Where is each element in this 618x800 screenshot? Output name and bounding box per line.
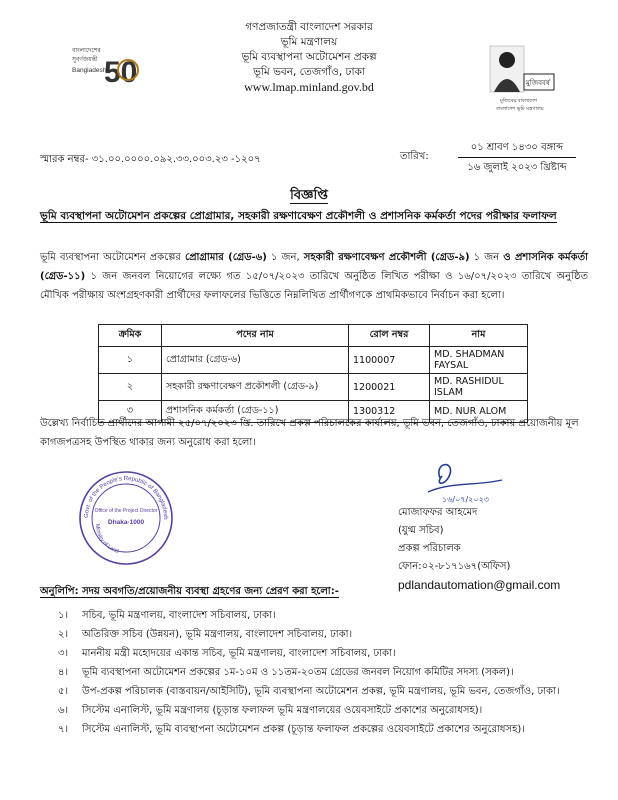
logo-left-mid: সুবর্ণজয়ন্তী (72, 56, 98, 63)
cell-name: MD. SHADMAN FAYSAL (430, 347, 528, 374)
signature (420, 456, 510, 506)
signer-email[interactable]: pdlandautomation@gmail.com (398, 578, 561, 592)
body-text: ১ জন (469, 252, 504, 263)
cell-post: সহকারী রক্ষণাবেক্ষণ প্রকৌশলী (গ্রেড-৯) (162, 374, 349, 401)
cell-serial: ২ (99, 374, 162, 401)
signer-name: মোজাফফর আহমেদ (398, 507, 478, 518)
list-number: ৭। (58, 724, 69, 735)
seal-city-text: Dhaka-1000 (107, 519, 145, 526)
svg-text:Ministry of Land (94, 524, 119, 555)
logo-left-top: বাংলাদেশের (72, 47, 101, 54)
ministry-name: ভূমি মন্ত্রণালয় (280, 36, 338, 48)
govt-name: গণপ্রজাতন্ত্রী বাংলাদেশ সরকার (245, 21, 373, 33)
logo-left-bottom: Bangladesh (72, 67, 107, 74)
logo-number: 50 (104, 56, 138, 89)
cell-roll: 1300312 (349, 401, 430, 423)
signer-block (398, 504, 578, 594)
results-table (98, 324, 528, 423)
signer-designation: (যুগ্ম সচিব) (398, 525, 444, 536)
table-row (99, 374, 528, 401)
body-text: ১ জন জনবল নিয়োগের লক্ষ্যে গত ১৫/০৭/২০২৩ তারিখে অনুষ্ঠিত লিখিত পরীক্ষা ও ১৬/০৭/২০২৩ তারিখে অনুষ্ঠিত মৌখিক পরীক্ষায় অংশগ্রহণকারী প্রার্থীদের ফলাফলের ভিত্তিতে নিম্নলিখিত প্রার্থীগণকে প্রাথমিকভাবে নির্বাচন করা হলো। (40, 271, 588, 301)
mujib-borsho-logo (480, 40, 560, 120)
cell-roll: 1200021 (349, 374, 430, 401)
date-label: তারিখ: (400, 151, 429, 162)
cell-roll: 1100007 (349, 347, 430, 374)
seal-outer-text: Govt. of the People's Republic of Bangladesh (83, 475, 169, 520)
project-name: ভূমি ব্যবস্থাপনা অটোমেশন প্রকল্প (241, 51, 377, 63)
body-text: ভূমি ব্যবস্থাপনা অটোমেশন প্রকল্পের (40, 252, 186, 263)
list-item (40, 626, 600, 643)
cell-serial: ৩ (99, 401, 162, 423)
table-row (99, 347, 528, 374)
signer-role: প্রকল্প পরিচালক (398, 543, 461, 554)
body-text: ১ জন, (266, 252, 304, 263)
col-post: পদের নাম (162, 325, 349, 347)
mujib-sub2: বাংলাদেশ ভূমি মন্ত্রণালয় (496, 106, 544, 112)
date-divider (458, 157, 576, 158)
list-number: ৪। (58, 667, 69, 678)
col-serial: ক্রমিক (99, 325, 162, 347)
list-item (40, 683, 600, 700)
cell-serial: ১ (99, 347, 162, 374)
list-text: ভূমি ব্যবস্থাপনা অটোমেশন প্রকল্পের ১ম-১০ম ও ১১তম-২০তম গ্রেডের জনবল নিয়োগ কমিটির সদস্য (সকল)। (82, 667, 514, 678)
list-number: ৬। (58, 705, 69, 716)
list-item (40, 645, 600, 662)
body-paragraph-2: উল্লেখ্য নির্বাচিত প্রার্থীদের আগামী ২৫/০৭/২০২৩ খ্রি. তারিখে প্রকল্প পরিচালকের কার্যালয়, ভূমি ভবন, তেজগাঁও, ঢাকায় প্রয়োজনীয় মূল কাগজপত্রসহ উপস্থিত থাকার জন্য অনুরোধ করা হলো। (40, 418, 579, 448)
list-item (40, 664, 600, 681)
post-maintenance-engineer: সহকারী রক্ষণাবেক্ষণ প্রকৌশলী (গ্রেড-৯) (303, 252, 470, 263)
post-admin-officer: ও প্রশাসনিক কর্মকর্তা (গ্রেড-১১) (40, 252, 588, 282)
subject-line (40, 208, 585, 224)
list-item (40, 702, 600, 719)
website-link[interactable]: www.lmap.minland.gov.bd (244, 80, 374, 94)
date-bangla: ০১ শ্রাবণ ১৪৩০ বঙ্গাব্দ (470, 142, 564, 153)
list-number: ৫। (58, 686, 69, 697)
mujib-sub1: মুজিবের বাংলাদেশ (500, 98, 537, 104)
copy-list-title (40, 584, 600, 601)
list-number: ১। (58, 610, 69, 621)
address: ভূমি ভবন, তেজগাঁও, ঢাকা (253, 66, 365, 78)
post-programmer: প্রোগ্রামার (গ্রেড-৬) (185, 252, 267, 263)
list-number: ২। (58, 629, 69, 640)
date-english: ১৬ জুলাই ২০২৩ খ্রিষ্টাব্দ (467, 162, 567, 173)
notice-title-text: বিজ্ঞপ্তি (290, 188, 328, 203)
col-name: নাম (430, 325, 528, 347)
list-text: সিস্টেম এনালিস্ট, ভূমি মন্ত্রণালয় (চূড়ান্ত ফলাফল ভূমি মন্ত্রণালয়ের ওয়েবসাইটে প্রকাশের অনুরোধসহ)। (82, 705, 483, 716)
notice-title (0, 186, 618, 207)
list-item (40, 721, 600, 738)
body-paragraph-1 (40, 248, 588, 305)
list-text: সচিব, ভূমি মন্ত্রণালয়, বাংলাদেশ সচিবালয়, ঢাকা। (82, 610, 276, 621)
list-number: ৩। (58, 648, 69, 659)
signer-phone: ফোন:০২-৮১৭১৬৭(অফিস) (398, 561, 511, 572)
cell-name: MD. RASHIDUL ISLAM (430, 374, 528, 401)
cell-name: MD. NUR ALOM (430, 401, 528, 423)
copy-list-items (40, 607, 600, 738)
subject-text: ভূমি ব্যবস্থাপনা অটোমেশন প্রকল্পের প্রোগ্রামার, সহকারী রক্ষণাবেক্ষণ প্রকৌশলী ও প্রশাসনিক কর্মকর্তা পদের পরীক্ষার ফলাফল (40, 210, 557, 222)
memo-number: স্মারক নম্বর- ৩১.০০.০০০০.০৯২.৩৩.০০৩.২৩ -১২০৭ (40, 154, 261, 165)
list-text: উপ-প্রকল্প পরিচালক (বাস্তবায়ন/আইসিটি), ভূমি ব্যবস্থাপনা অটোমেশন প্রকল্প, ভূমি মন্ত্রণালয়, ভূমি ভবন, তেজগাঁও, ঢাকা। (82, 686, 560, 697)
table-header-row (99, 325, 528, 347)
list-item (40, 607, 600, 624)
list-text: মাননীয় মন্ত্রী মহোদয়ের একান্ত সচিব, ভূমি মন্ত্রণালয়, বাংলাদেশ সচিবালয়, ঢাকা। (82, 648, 396, 659)
seal-inner-text: Office of the Project Director (94, 508, 158, 514)
office-seal (76, 468, 176, 568)
col-roll: রোল নম্বর (349, 325, 430, 347)
list-text: অতিরিক্ত সচিব (উন্নয়ন), ভূমি মন্ত্রণালয়, বাংলাদেশ সচিবালয়, ঢাকা। (82, 629, 353, 640)
signature-date: ১৬/০৭/২০২৩ (442, 495, 489, 504)
seal-ministry-text: Ministry of Land (93, 523, 120, 555)
list-text: সিস্টেম এনালিস্ট, ভূমি ব্যবস্থাপনা অটোমেশন প্রকল্প (চূড়ান্ত ফলাফল প্রকল্পের ওয়েবসাইটে প্রকাশের অনুরোধসহ)। (82, 724, 525, 735)
cell-post: প্রশাসনিক কর্মকর্তা (গ্রেড-১১) (162, 401, 349, 423)
copy-list-title-text: অনুলিপি: সদয় অবগতি/প্রয়োজনীয় ব্যবস্থা গ্রহণের জন্য প্রেরণ করা হলো:- (40, 586, 339, 597)
mujib-caption: মুজিববর্ষ (526, 79, 550, 87)
cell-post: প্রোগ্রামার (গ্রেড-৬) (162, 347, 349, 374)
copy-list (40, 584, 600, 740)
